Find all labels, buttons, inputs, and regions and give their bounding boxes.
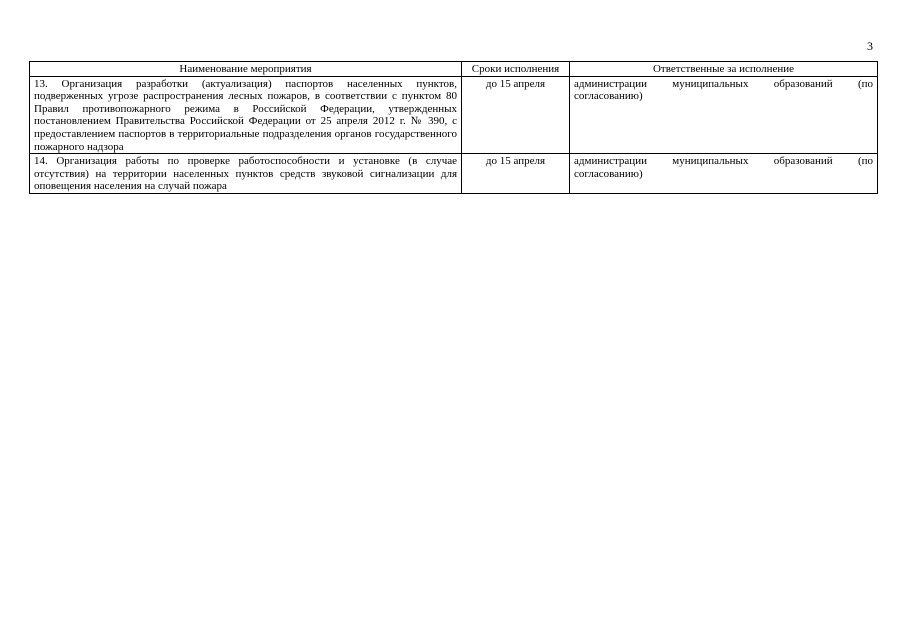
row-deadline: до 15 апреля (462, 154, 570, 194)
row-activity: 14. Организация работы по проверке работоспособности и установке (в случае отсутствия) на территории населенных пунктов средств звуковой сигнализации для оповещения населения на случай пожара (30, 154, 462, 194)
header-activity: Наименование мероприятия (30, 62, 462, 77)
header-responsible: Ответственные за исполнение (570, 62, 878, 77)
activities-table (29, 61, 878, 194)
table-row (30, 154, 878, 194)
row-deadline: до 15 апреля (462, 76, 570, 154)
table-row (30, 76, 878, 154)
row-activity: 13. Организация разработки (актуализация) паспортов населенных пунктов, подверженных угрозе распространения лесных пожаров, в соответствии с пунктом 80 Правил противопожарного режима в Российской Федерации, утвержденных постановлением Правительства Российской Федерации от 25 апреля 2012 г. № 390, с предоставлением паспортов в территориальные подразделения органов государственного пожарного надзора (30, 76, 462, 154)
row-responsible: администрации муниципальных образований (по согласованию) (570, 154, 878, 194)
header-deadline: Сроки исполнения (462, 62, 570, 77)
table-header-row (30, 62, 878, 77)
page-number: 3 (867, 39, 873, 53)
row-responsible: администрации муниципальных образований (по согласованию) (570, 76, 878, 154)
